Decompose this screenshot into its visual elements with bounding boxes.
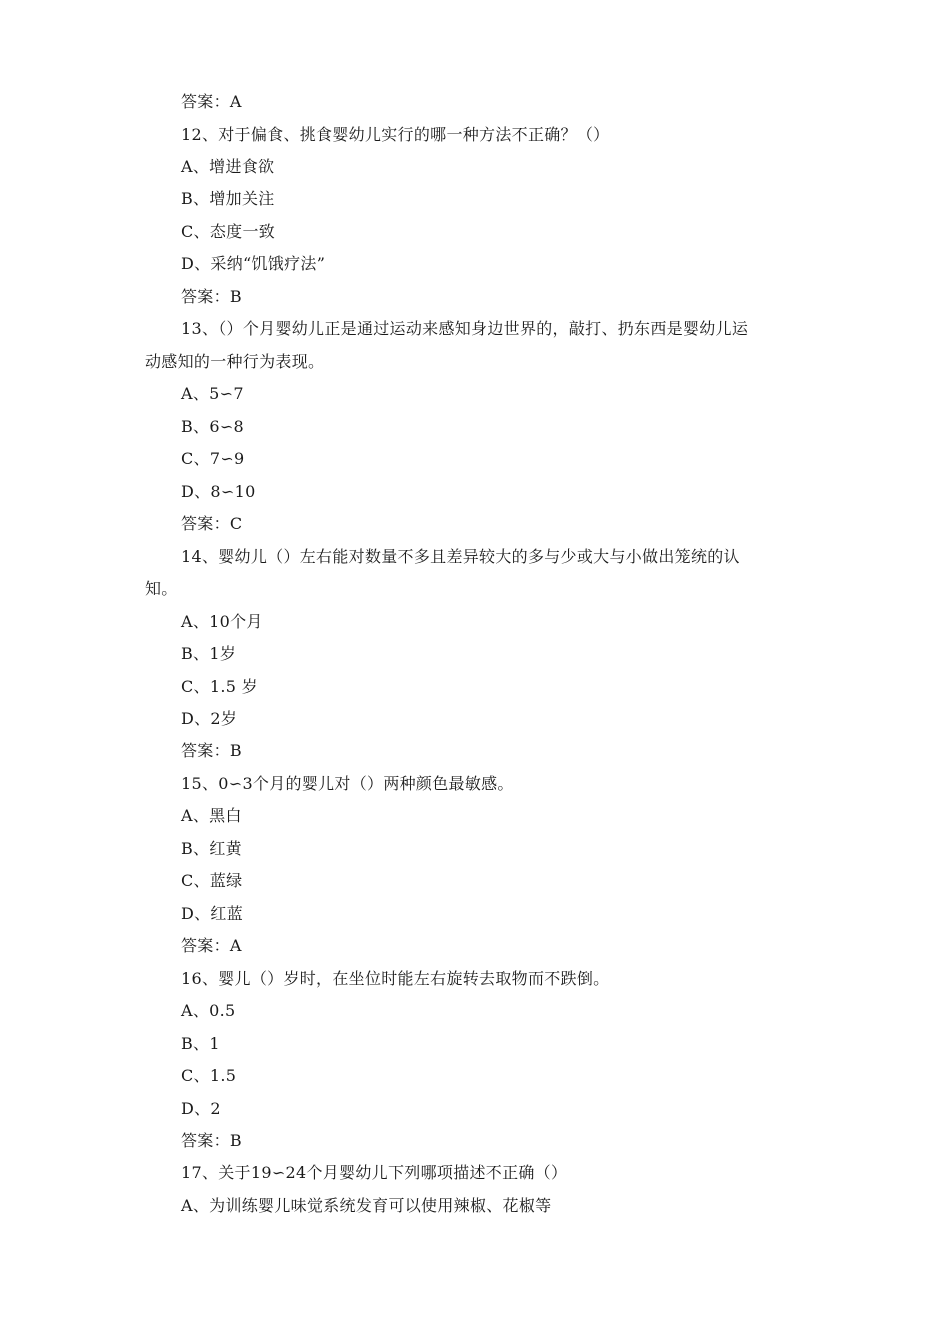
- option-16-b: B、1: [181, 1034, 220, 1053]
- option-15-a: A、黑白: [181, 806, 242, 825]
- question-14-cont: 知。: [145, 579, 178, 598]
- question-13-cont: 动感知的一种行为表现。: [145, 352, 325, 371]
- option-12-b: B、增加关注: [181, 189, 275, 208]
- option-13-a: A、5∽7: [181, 384, 244, 403]
- question-17: 17、关于19∽24个月婴幼儿下列哪项描述不正确（）: [181, 1163, 568, 1182]
- answer-11: 答案：A: [181, 92, 242, 111]
- question-12: 12、对于偏食、挑食婴幼儿实行的哪一种方法不正确？（）: [181, 125, 610, 144]
- answer-15: 答案：A: [181, 936, 242, 955]
- option-17-a: A、为训练婴儿味觉系统发育可以使用辣椒、花椒等: [181, 1196, 552, 1215]
- answer-12: 答案：B: [181, 287, 242, 306]
- question-14: 14、婴幼儿（）左右能对数量不多且差异较大的多与少或大与小做出笼统的认: [181, 547, 740, 566]
- option-13-b: B、6∽8: [181, 417, 245, 436]
- option-15-c: C、蓝绿: [181, 871, 243, 890]
- option-12-c: C、态度一致: [181, 222, 276, 241]
- option-16-c: C、1.5: [181, 1066, 237, 1085]
- option-14-a: A、10个月: [181, 612, 263, 631]
- answer-13: 答案：C: [181, 514, 243, 533]
- option-13-d: D、8∽10: [181, 482, 256, 501]
- option-16-a: A、0.5: [181, 1001, 236, 1020]
- option-14-c: C、1.5 岁: [181, 677, 258, 696]
- answer-16: 答案：B: [181, 1131, 242, 1150]
- question-13: 13、（）个月婴幼儿正是通过运动来感知身边世界的，敲打、扔东西是婴幼儿运: [181, 319, 749, 338]
- option-14-b: B、1岁: [181, 644, 237, 663]
- option-12-d: D、采纳“饥饿疗法”: [181, 254, 326, 273]
- option-13-c: C、7∽9: [181, 449, 245, 468]
- option-15-b: B、红黄: [181, 839, 242, 858]
- option-12-a: A、增进食欲: [181, 157, 275, 176]
- answer-14: 答案：B: [181, 741, 242, 760]
- option-16-d: D、2: [181, 1099, 221, 1118]
- option-15-d: D、红蓝: [181, 904, 244, 923]
- option-14-d: D、2岁: [181, 709, 238, 728]
- question-16: 16、婴儿（）岁时，在坐位时能左右旋转去取物而不跌倒。: [181, 969, 610, 988]
- question-15: 15、0∽3个月的婴儿对（）两种颜色最敏感。: [181, 774, 514, 793]
